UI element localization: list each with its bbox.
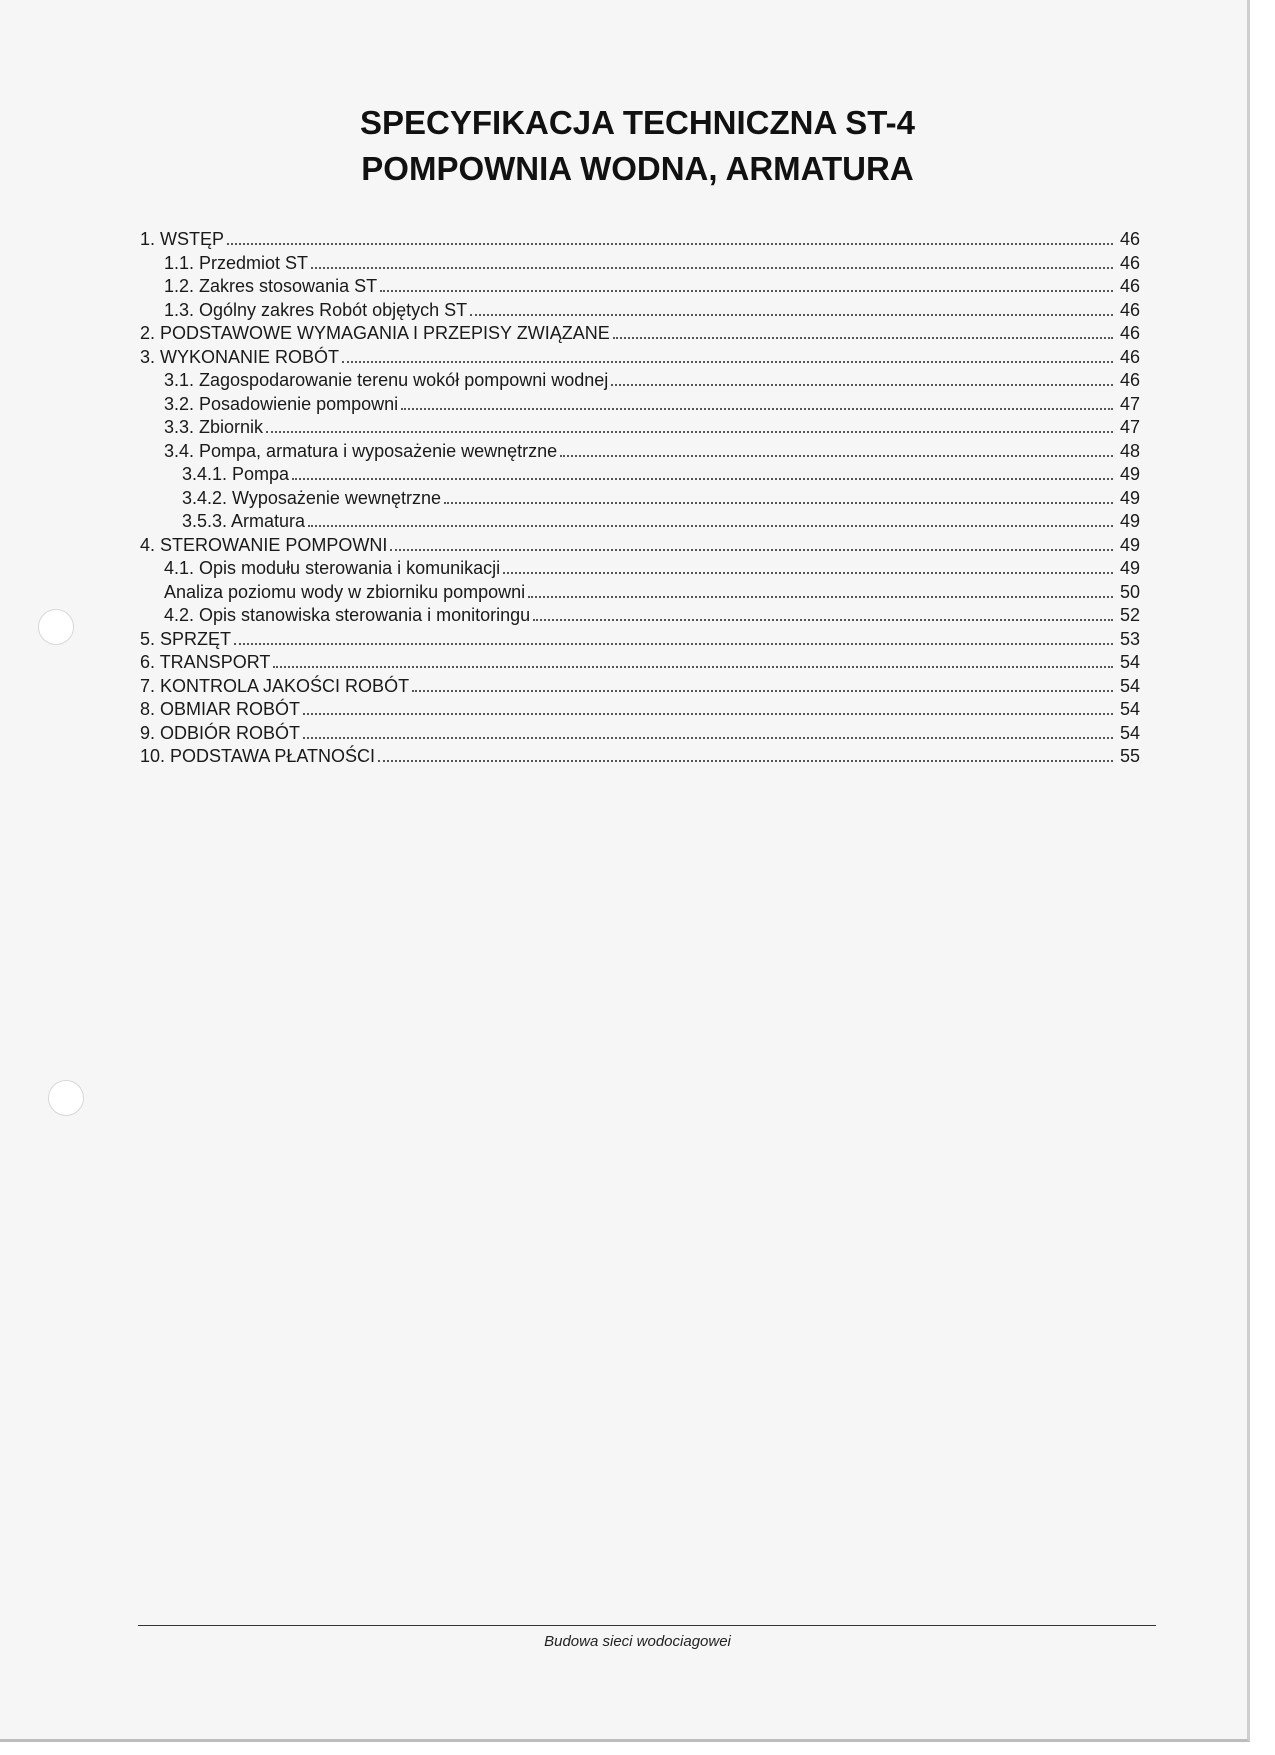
toc-entry <box>140 252 1140 276</box>
toc-entry <box>140 651 1140 675</box>
toc-entry <box>140 628 1140 652</box>
toc-entry <box>140 557 1140 581</box>
toc-entry <box>140 275 1140 299</box>
toc-dot-leader <box>342 361 1113 363</box>
toc-dot-leader <box>560 455 1113 457</box>
title-line-2: POMPOWNIA WODNA, ARMATURA <box>361 150 914 187</box>
toc-entry-label: 1.2. Zakres stosowania ST <box>164 276 378 296</box>
footer-text: Budowa sieci wodociagowei <box>544 1633 731 1650</box>
toc-entry-page-number: 48 <box>1119 440 1140 461</box>
toc-entry-label: 1.3. Ogólny zakres Robót objętych ST <box>164 299 468 320</box>
toc-entry-page-number: 52 <box>1119 605 1140 625</box>
toc-entry-page-number: 49 <box>1119 558 1140 578</box>
toc-entry-label: 10. PODSTAWA PŁATNOŚCI <box>140 746 376 766</box>
toc-entry-page-number: 46 <box>1119 346 1140 367</box>
toc-entry-label: 3.4. Pompa, armatura i wyposażenie wewnętrzne <box>164 440 558 461</box>
toc-entry-page-number: 46 <box>1119 370 1140 390</box>
toc-dot-leader <box>613 337 1113 339</box>
toc-entry <box>140 416 1140 440</box>
toc-dot-leader <box>303 737 1113 739</box>
document-title <box>0 100 1275 192</box>
toc-dot-leader <box>292 478 1113 480</box>
toc-dot-leader <box>266 431 1113 433</box>
toc-entry <box>140 534 1140 558</box>
toc-entry-label: 4. STEROWANIE POMPOWNI <box>140 534 388 555</box>
toc-entry <box>140 604 1140 628</box>
toc-dot-leader <box>401 408 1113 410</box>
toc-entry-page-number: 47 <box>1119 417 1140 437</box>
toc-dot-leader <box>380 290 1113 292</box>
toc-entry-page-number: 54 <box>1119 699 1140 719</box>
toc-entry-page-number: 47 <box>1119 393 1140 414</box>
toc-entry <box>140 228 1140 252</box>
punch-hole <box>38 609 74 645</box>
toc-dot-leader <box>234 643 1113 645</box>
toc-entry <box>140 487 1140 511</box>
toc-entry-label: 4.2. Opis stanowiska sterowania i monitoringu <box>164 605 531 625</box>
toc-entry <box>140 322 1140 346</box>
toc-entry-page-number: 54 <box>1119 675 1140 696</box>
toc-dot-leader <box>390 549 1113 551</box>
toc-dot-leader <box>611 384 1113 386</box>
toc-entry-page-number: 50 <box>1119 581 1140 602</box>
toc-entry <box>140 745 1140 769</box>
toc-entry <box>140 675 1140 699</box>
toc-entry-page-number: 46 <box>1119 323 1140 343</box>
table-of-contents <box>140 228 1140 769</box>
toc-entry-page-number: 46 <box>1119 276 1140 296</box>
toc-entry-page-number: 49 <box>1119 534 1140 555</box>
toc-dot-leader <box>303 713 1113 715</box>
toc-dot-leader <box>311 267 1113 269</box>
toc-dot-leader <box>308 525 1113 527</box>
toc-entry <box>140 299 1140 323</box>
toc-entry-label: 1. WSTĘP <box>140 229 225 249</box>
toc-entry-label: 3.1. Zagospodarowanie terenu wokół pompowni wodnej <box>164 370 609 390</box>
toc-entry <box>140 698 1140 722</box>
toc-entry-label: 7. KONTROLA JAKOŚCI ROBÓT <box>140 675 410 696</box>
toc-entry-label: 9. ODBIÓR ROBÓT <box>140 722 301 743</box>
toc-entry-page-number: 54 <box>1119 722 1140 743</box>
toc-dot-leader <box>470 314 1113 316</box>
title-line-1: SPECYFIKACJA TECHNICZNA ST-4 <box>360 104 915 141</box>
toc-entry-page-number: 46 <box>1119 299 1140 320</box>
toc-entry-label: 3.3. Zbiornik <box>164 417 264 437</box>
toc-entry-label: 2. PODSTAWOWE WYMAGANIA I PRZEPISY ZWIĄZANE <box>140 323 610 343</box>
toc-entry <box>140 369 1140 393</box>
toc-entry-page-number: 49 <box>1119 511 1140 531</box>
toc-entry-label: 1.1. Przedmiot ST <box>164 252 309 273</box>
toc-entry-page-number: 49 <box>1119 487 1140 508</box>
toc-dot-leader <box>503 572 1113 574</box>
toc-entry-label: 3.5.3. Armatura <box>182 511 306 531</box>
toc-dot-leader <box>528 596 1113 598</box>
toc-entry-label: 3. WYKONANIE ROBÓT <box>140 346 340 367</box>
toc-dot-leader <box>273 666 1113 668</box>
toc-dot-leader <box>227 243 1113 245</box>
toc-entry-label: Analiza poziomu wody w zbiorniku pompowni <box>164 581 526 602</box>
toc-entry-page-number: 53 <box>1119 628 1140 649</box>
toc-entry <box>140 722 1140 746</box>
toc-dot-leader <box>378 760 1113 762</box>
toc-entry-page-number: 46 <box>1119 229 1140 249</box>
toc-dot-leader <box>533 619 1113 621</box>
toc-entry <box>140 440 1140 464</box>
toc-entry-label: 4.1. Opis modułu sterowania i komunikacji <box>164 558 501 578</box>
footer-divider <box>138 1625 1156 1626</box>
toc-entry-page-number: 54 <box>1119 652 1140 672</box>
toc-entry-label: 3.2. Posadowienie pompowni <box>164 393 399 414</box>
toc-entry-label: 6. TRANSPORT <box>140 652 271 672</box>
toc-entry-page-number: 49 <box>1119 464 1140 484</box>
toc-dot-leader <box>412 690 1113 692</box>
toc-dot-leader <box>444 502 1113 504</box>
toc-entry-label: 5. SPRZĘT <box>140 628 232 649</box>
toc-entry <box>140 510 1140 534</box>
toc-entry-label: 3.4.2. Wyposażenie wewnętrzne <box>182 487 441 508</box>
toc-entry <box>140 581 1140 605</box>
toc-entry <box>140 393 1140 417</box>
toc-entry <box>140 346 1140 370</box>
toc-entry-label: 8. OBMIAR ROBÓT <box>140 699 301 719</box>
punch-hole <box>48 1080 84 1116</box>
toc-entry-page-number: 55 <box>1119 746 1140 766</box>
toc-entry-label: 3.4.1. Pompa <box>182 464 290 484</box>
toc-entry-page-number: 46 <box>1119 252 1140 273</box>
toc-entry <box>140 463 1140 487</box>
